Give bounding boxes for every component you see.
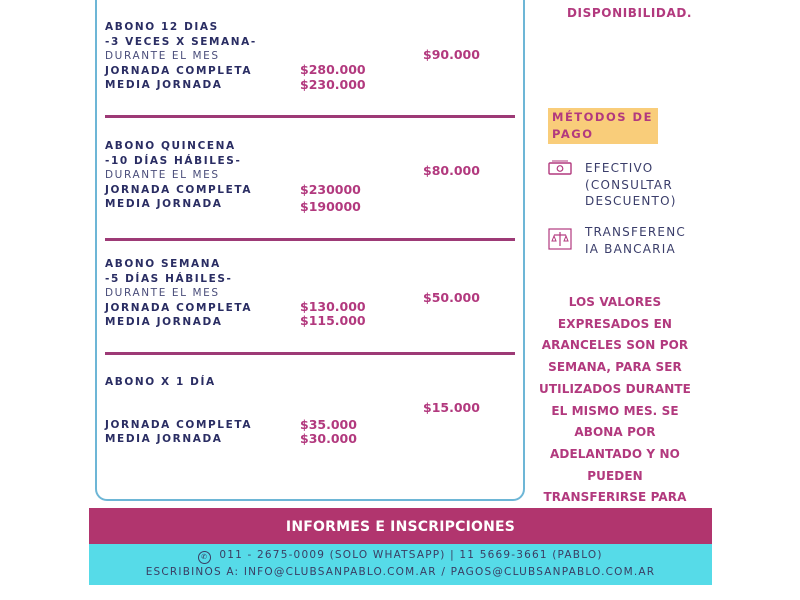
plan-subtitle: -10 DÍAS HÁBILES-	[105, 154, 242, 167]
plan-quincena	[105, 139, 515, 212]
plan-period: DURANTE EL MES	[105, 287, 220, 299]
fee-price: $80.000	[423, 163, 480, 178]
full-day-label: JORNADA COMPLETA	[105, 301, 253, 314]
plan-title: ABONO SEMANA	[105, 258, 221, 270]
whatsapp-icon: ✆	[198, 551, 211, 564]
contact-phones: 011 - 2675-0009 (SOLO WHATSAPP) | 11 5669-3661 (PABLO)	[219, 549, 603, 561]
full-day-label: JORNADA COMPLETA	[105, 64, 253, 77]
full-day-label: JORNADA COMPLETA	[105, 418, 253, 431]
plan-subtitle: -5 DÍAS HÁBILES-	[105, 272, 233, 285]
divider	[105, 238, 515, 241]
plan-1-dia	[105, 375, 515, 447]
fee-price: $50.000	[423, 290, 480, 305]
plan-semana	[105, 257, 515, 330]
half-day-label: MEDIA JORNADA	[105, 198, 223, 210]
plan-title: ABONO QUINCENA	[105, 140, 236, 152]
full-day-price: $35.000	[300, 417, 357, 432]
plan-period: DURANTE EL MES	[105, 169, 220, 181]
full-day-price: $130.000	[300, 299, 366, 314]
payment-cash	[548, 160, 708, 212]
full-day-price: $280.000	[300, 62, 366, 77]
divider	[105, 115, 515, 118]
full-day-price: $230000	[300, 182, 361, 197]
half-day-price: $190000	[300, 199, 361, 214]
plan-title: ABONO X 1 DÍA	[105, 376, 216, 388]
payment-cash-label: EFECTIVO (CONSULTAR DESCUENTO)	[585, 161, 677, 208]
plan-period: DURANTE EL MES	[105, 50, 220, 62]
half-day-price: $30.000	[300, 431, 357, 446]
contact-phone-row	[89, 549, 712, 564]
availability-text: DISPONIBILIDAD.	[567, 6, 693, 20]
plan-12-dias	[105, 20, 515, 93]
contact-bar	[89, 544, 712, 585]
half-day-label: MEDIA JORNADA	[105, 316, 223, 328]
info-banner-title: INFORMES E INSCRIPCIONES	[285, 519, 516, 535]
info-banner	[89, 508, 712, 544]
payment-methods-header: MÉTODOS DE PAGO	[548, 108, 658, 144]
plan-subtitle: -3 VECES X SEMANA-	[105, 35, 257, 48]
payment-transfer	[548, 224, 708, 260]
cash-icon	[548, 160, 572, 176]
bank-icon	[548, 228, 572, 244]
half-day-price: $115.000	[300, 313, 366, 328]
plan-title: ABONO 12 DIAS	[105, 21, 219, 33]
fee-price: $15.000	[423, 400, 480, 415]
half-day-price: $230.000	[300, 77, 366, 92]
full-day-label: JORNADA COMPLETA	[105, 183, 253, 196]
half-day-label: MEDIA JORNADA	[105, 433, 223, 445]
fee-price: $90.000	[423, 47, 480, 62]
payment-transfer-label: TRANSFERENC IA BANCARIA	[585, 225, 686, 256]
pricing-note: LOS VALORES EXPRESADOS EN ARANCELES SON POR SEMANA, PARA SER UTILIZADOS DURANTE EL MISMO MES. SE ABONA POR ADELANTADO Y NO PUEDEN TRANSFERIRSE PARA	[539, 295, 691, 505]
divider	[105, 352, 515, 355]
contact-email: ESCRIBINOS A: INFO@CLUBSANPABLO.COM.AR / PAGOS@CLUBSANPABLO.COM.AR	[145, 566, 656, 578]
half-day-label: MEDIA JORNADA	[105, 79, 223, 91]
